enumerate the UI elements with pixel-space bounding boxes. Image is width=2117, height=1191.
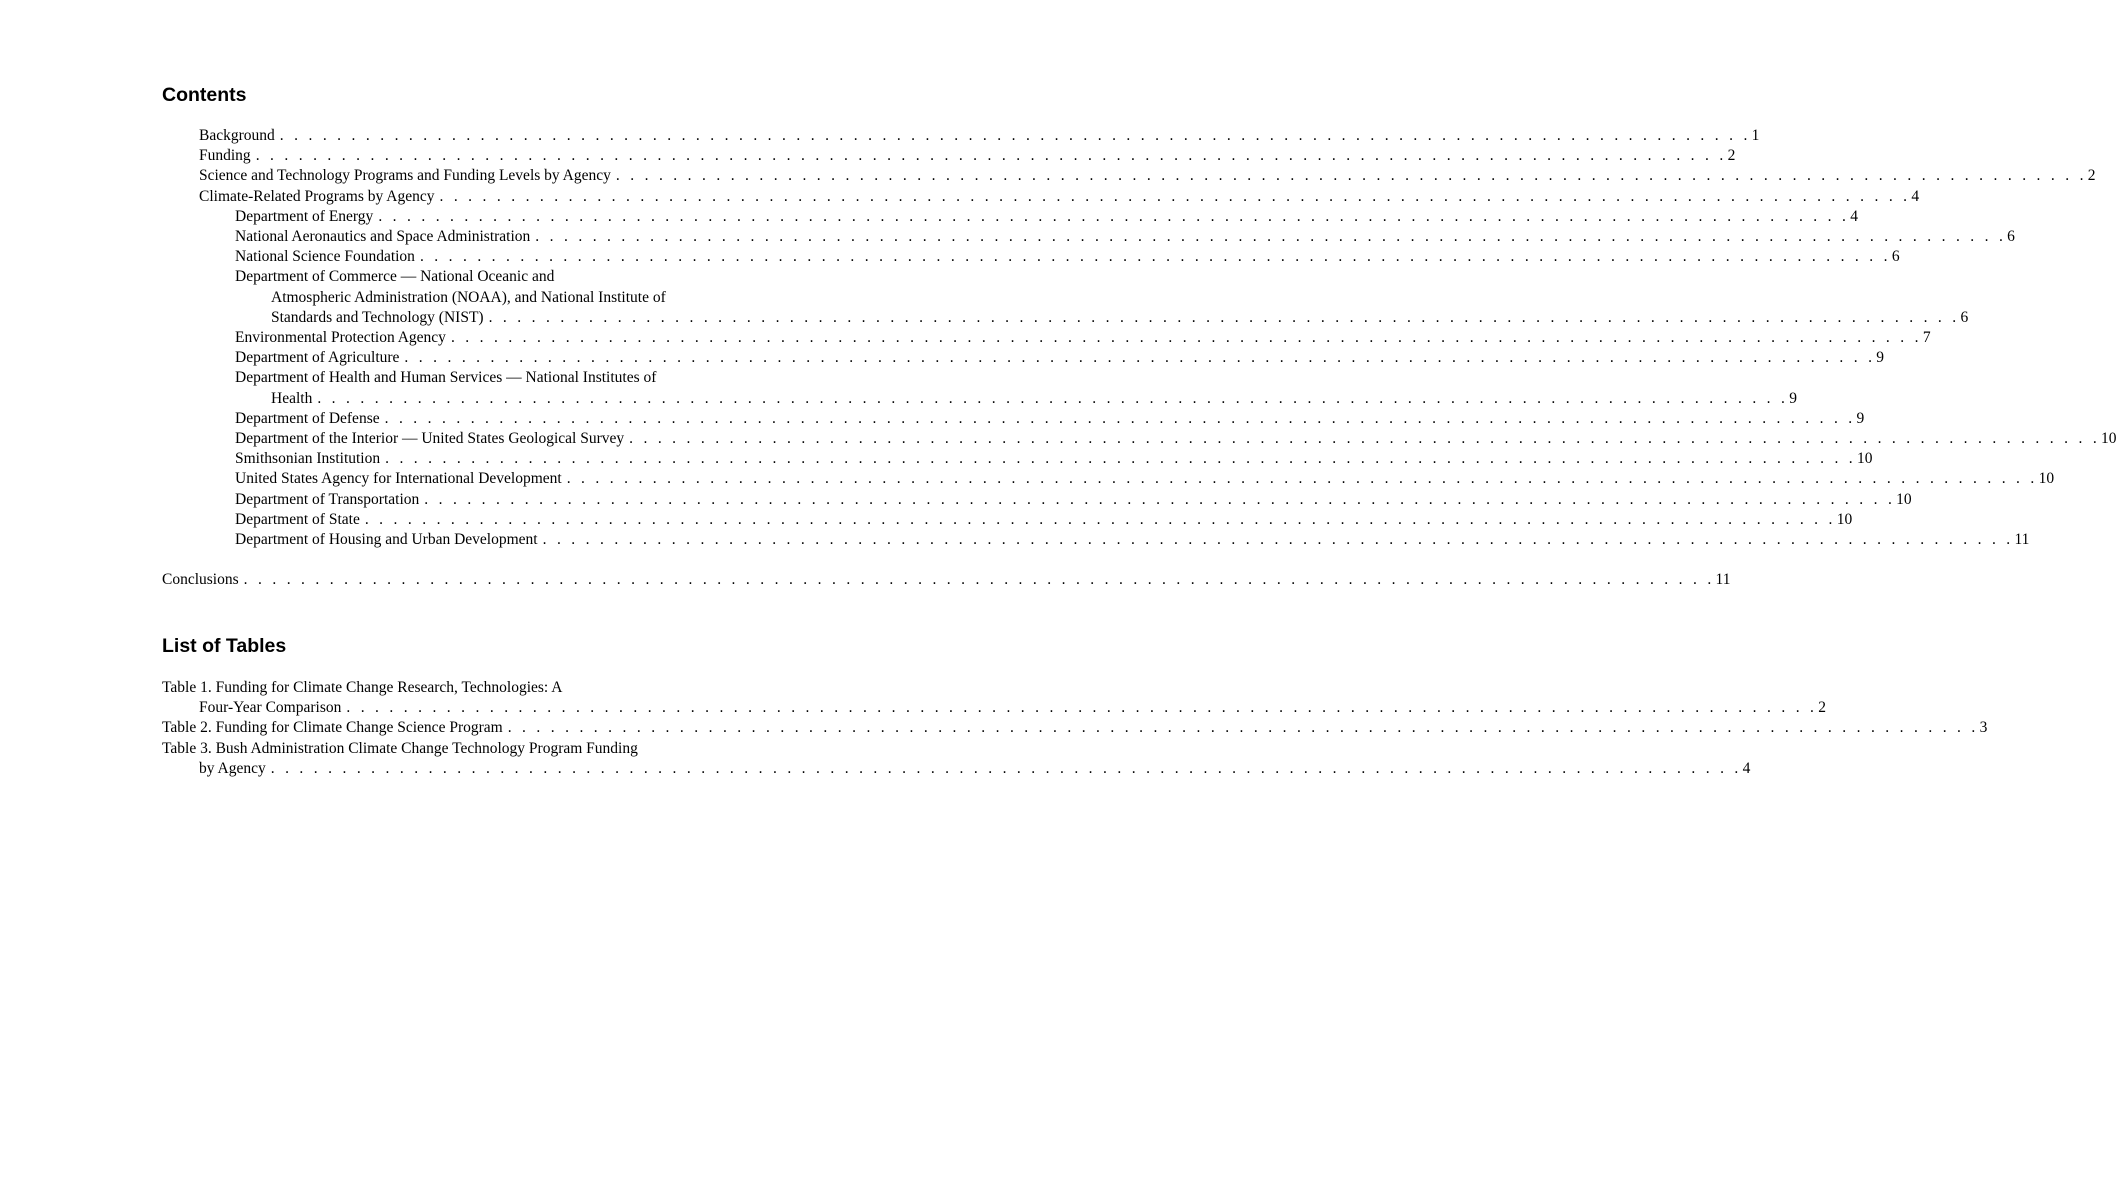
toc-page-number: 6 [1891, 248, 1900, 266]
toc-page-number: 4 [1911, 187, 1920, 205]
dot-leader: . . . . . . . . . . . . . . . . . . . . . . . . . . . . . . . . . . . . . . . . . . . . . . . . . . . . . . . . . . . . . . . . . . . . . . . . . . . . . . . . . . . . . . . . . . . . . . . . . . . . . . . [317, 389, 1789, 407]
toc-page-number: 11 [2014, 531, 2030, 549]
dot-leader: . . . . . . . . . . . . . . . . . . . . . . . . . . . . . . . . . . . . . . . . . . . . . . . . . . . . . . . . . . . . . . . . . . . . . . . . . . . . . . . . . . . . . . . . . . . . . . . . . . . . . . . [507, 719, 1979, 737]
table-entry-title-line: Table 1. Funding for Climate Change Research, Technologies: A [162, 679, 563, 696]
dot-leader: . . . . . . . . . . . . . . . . . . . . . . . . . . . . . . . . . . . . . . . . . . . . . . . . . . . . . . . . . . . . . . . . . . . . . . . . . . . . . . . . . . . . . . . . . . . . . . . . . . . . . . . [270, 759, 1742, 777]
dot-leader: . . . . . . . . . . . . . . . . . . . . . . . . . . . . . . . . . . . . . . . . . . . . . . . . . . . . . . . . . . . . . . . . . . . . . . . . . . . . . . . . . . . . . . . . . . . . . . . . . . . . . . . [566, 470, 2038, 488]
table-entry-1[interactable] [162, 678, 1826, 718]
toc-entry-epa[interactable] [235, 328, 1931, 348]
toc-entry-nasa[interactable] [235, 227, 2015, 247]
table-entry-2[interactable] [162, 718, 1988, 738]
table-entry-3[interactable] [162, 739, 1751, 779]
toc-entry-title: Background [199, 127, 275, 144]
toc-page-number: 10 [1836, 510, 1853, 528]
toc-entry-transportation[interactable] [235, 490, 1912, 510]
dot-leader: . . . . . . . . . . . . . . . . . . . . . . . . . . . . . . . . . . . . . . . . . . . . . . . . . . . . . . . . . . . . . . . . . . . . . . . . . . . . . . . . . . . . . . . . . . . . . . . . . . . . . . . [424, 490, 1896, 508]
dot-leader: . . . . . . . . . . . . . . . . . . . . . . . . . . . . . . . . . . . . . . . . . . . . . . . . . . . . . . . . . . . . . . . . . . . . . . . . . . . . . . . . . . . . . . . . . . . . . . . . . . . . . . . [439, 187, 1911, 205]
dot-leader: . . . . . . . . . . . . . . . . . . . . . . . . . . . . . . . . . . . . . . . . . . . . . . . . . . . . . . . . . . . . . . . . . . . . . . . . . . . . . . . . . . . . . . . . . . . . . . . . . . . . . . . [629, 430, 2100, 448]
contents-list [162, 126, 2117, 591]
toc-page-number: 9 [1856, 409, 1865, 427]
toc-entry-title: Science and Technology Programs and Funding Levels by Agency [199, 167, 611, 185]
toc-entry-title: National Aeronautics and Space Administration [235, 228, 531, 246]
dot-leader: . . . . . . . . . . . . . . . . . . . . . . . . . . . . . . . . . . . . . . . . . . . . . . . . . . . . . . . . . . . . . . . . . . . . . . . . . . . . . . . . . . . . . . . . . . . . . . . . . . . . . . . [364, 510, 1836, 528]
toc-entry-energy[interactable] [235, 207, 1858, 227]
list-of-tables-heading: List of Tables [162, 635, 287, 657]
toc-page-number: 9 [1876, 349, 1885, 367]
toc-entry-interior[interactable] [235, 429, 2117, 449]
dot-leader: . . . . . . . . . . . . . . . . . . . . . . . . . . . . . . . . . . . . . . . . . . . . . . . . . . . . . . . . . . . . . . . . . . . . . . . . . . . . . . . . . . . . . . . . . . . . . . . . . . . . . . . [404, 349, 1876, 367]
dot-leader: . . . . . . . . . . . . . . . . . . . . . . . . . . . . . . . . . . . . . . . . . . . . . . . . . . . . . . . . . . . . . . . . . . . . . . . . . . . . . . . . . . . . . . . . . . . . . . . . . . . . . . . [542, 531, 2014, 549]
toc-entry-climate-programs[interactable] [199, 187, 1920, 207]
toc-page-number: 6 [2007, 228, 2015, 246]
toc-entry-title: Funding [199, 147, 251, 165]
dot-leader: . . . . . . . . . . . . . . . . . . . . . . . . . . . . . . . . . . . . . . . . . . . . . . . . . . . . . . . . . . . . . . . . . . . . . . . . . . . . . . . . . . . . . . . . . . . . . . . . . . . . . . . [419, 248, 1891, 266]
toc-page-number: 10 [1856, 450, 1873, 468]
toc-entry-title: United States Agency for International Development [235, 470, 562, 488]
toc-page-number: 2 [2087, 167, 2096, 185]
toc-entry-title: Smithsonian Institution [235, 450, 381, 468]
toc-entry-hud[interactable] [235, 530, 2030, 550]
toc-page-number: 10 [2038, 470, 2055, 488]
dot-leader: . . . . . . . . . . . . . . . . . . . . . . . . . . . . . . . . . . . . . . . . . . . . . . . . . . . . . . . . . . . . . . . . . . . . . . . . . . . . . . . . . . . . . . . . . . . . . . . . . . . . . . . [255, 147, 1727, 165]
table-entry-title: Four-Year Comparison [199, 699, 342, 717]
table-page-number: 2 [1818, 699, 1826, 717]
toc-entry-title: National Science Foundation [235, 248, 415, 266]
toc-entry-agriculture[interactable] [235, 348, 1885, 368]
dot-leader: . . . . . . . . . . . . . . . . . . . . . . . . . . . . . . . . . . . . . . . . . . . . . . . . . . . . . . . . . . . . . . . . . . . . . . . . . . . . . . . . . . . . . . . . . . . . . . . . . . . . . . . [450, 329, 1922, 347]
toc-entry-nsf[interactable] [235, 247, 1900, 267]
toc-entry-title: Department of Transportation [235, 490, 420, 508]
list-of-tables [162, 678, 1988, 779]
toc-entry-title-line: Department of Health and Human Services — National Institutes of [235, 369, 657, 387]
toc-page-number: 1 [1751, 127, 1760, 144]
toc-page-number: 2 [1727, 147, 1736, 165]
dot-leader: . . . . . . . . . . . . . . . . . . . . . . . . . . . . . . . . . . . . . . . . . . . . . . . . . . . . . . . . . . . . . . . . . . . . . . . . . . . . . . . . . . . . . . . . . . . . . . . . . . . . . . . [279, 127, 1751, 144]
dot-leader: . . . . . . . . . . . . . . . . . . . . . . . . . . . . . . . . . . . . . . . . . . . . . . . . . . . . . . . . . . . . . . . . . . . . . . . . . . . . . . . . . . . . . . . . . . . . . . . . . . . . . . . [535, 228, 2007, 246]
table-entry-title-line: Table 3. Bush Administration Climate Change Technology Program Funding [162, 739, 638, 757]
toc-entry-title: Department of Agriculture [235, 349, 400, 367]
toc-entry-title: Department of Defense [235, 409, 380, 427]
dot-leader: . . . . . . . . . . . . . . . . . . . . . . . . . . . . . . . . . . . . . . . . . . . . . . . . . . . . . . . . . . . . . . . . . . . . . . . . . . . . . . . . . . . . . . . . . . . . . . . . . . . . . . . [243, 571, 1715, 589]
toc-page-number: 10 [2101, 430, 2117, 448]
toc-page-number: 7 [1922, 329, 1931, 347]
dot-leader: . . . . . . . . . . . . . . . . . . . . . . . . . . . . . . . . . . . . . . . . . . . . . . . . . . . . . . . . . . . . . . . . . . . . . . . . . . . . . . . . . . . . . . . . . . . . . . . . . . . . . . . [385, 450, 1856, 468]
toc-entry-title: Department of Housing and Urban Development [235, 531, 538, 549]
toc-entry-funding[interactable] [199, 146, 1736, 166]
toc-entry-title: Conclusions [162, 571, 239, 589]
toc-entry-title-line: Department of Commerce — National Oceanic and [235, 268, 555, 286]
toc-entry-title: Department of the Interior — United States Geological Survey [235, 430, 625, 448]
toc-entry-title: Environmental Protection Agency [235, 329, 446, 347]
toc-page-number: 9 [1789, 389, 1797, 407]
toc-entry-title: Department of State [235, 510, 360, 528]
toc-entry-title-line: Atmospheric Administration (NOAA), and National Institute of [271, 288, 666, 306]
toc-entry-usaid[interactable] [235, 469, 2055, 489]
toc-entry-state[interactable] [235, 510, 1853, 530]
toc-entry-defense[interactable] [235, 409, 1865, 429]
toc-entry-hhs[interactable] [235, 368, 1797, 408]
toc-entry-title: Health [271, 389, 313, 407]
toc-entry-title: Department of Energy [235, 207, 374, 225]
dot-leader: . . . . . . . . . . . . . . . . . . . . . . . . . . . . . . . . . . . . . . . . . . . . . . . . . . . . . . . . . . . . . . . . . . . . . . . . . . . . . . . . . . . . . . . . . . . . . . . . . . . . . . . [384, 409, 1856, 427]
toc-entry-science-technology[interactable] [199, 166, 2096, 186]
contents-heading: Contents [162, 84, 247, 106]
toc-page-number: 6 [1960, 308, 1969, 326]
toc-entry-background[interactable] [199, 126, 1760, 146]
toc-entry-title: Standards and Technology (NIST) [271, 308, 484, 326]
dot-leader: . . . . . . . . . . . . . . . . . . . . . . . . . . . . . . . . . . . . . . . . . . . . . . . . . . . . . . . . . . . . . . . . . . . . . . . . . . . . . . . . . . . . . . . . . . . . . . . . . . . . . . . [488, 308, 1960, 326]
dot-leader: . . . . . . . . . . . . . . . . . . . . . . . . . . . . . . . . . . . . . . . . . . . . . . . . . . . . . . . . . . . . . . . . . . . . . . . . . . . . . . . . . . . . . . . . . . . . . . . . . . . . . . . [615, 167, 2087, 185]
toc-page-number: 4 [1850, 207, 1858, 225]
toc-entry-title: Climate-Related Programs by Agency [199, 187, 435, 205]
table-page-number: 3 [1979, 719, 1988, 737]
table-entry-title: Table 2. Funding for Climate Change Science Program [162, 719, 503, 737]
table-page-number: 4 [1742, 759, 1751, 777]
toc-page-number: 10 [1896, 490, 1912, 508]
toc-entry-smithsonian[interactable] [235, 449, 1873, 469]
table-entry-title: by Agency [199, 759, 266, 777]
dot-leader: . . . . . . . . . . . . . . . . . . . . . . . . . . . . . . . . . . . . . . . . . . . . . . . . . . . . . . . . . . . . . . . . . . . . . . . . . . . . . . . . . . . . . . . . . . . . . . . . . . . . . . . [346, 699, 1818, 717]
dot-leader: . . . . . . . . . . . . . . . . . . . . . . . . . . . . . . . . . . . . . . . . . . . . . . . . . . . . . . . . . . . . . . . . . . . . . . . . . . . . . . . . . . . . . . . . . . . . . . . . . . . . . . . [378, 207, 1850, 225]
toc-entry-conclusions[interactable] [162, 570, 1731, 590]
toc-page-number: 11 [1715, 571, 1731, 589]
toc-entry-commerce[interactable] [235, 267, 1969, 328]
